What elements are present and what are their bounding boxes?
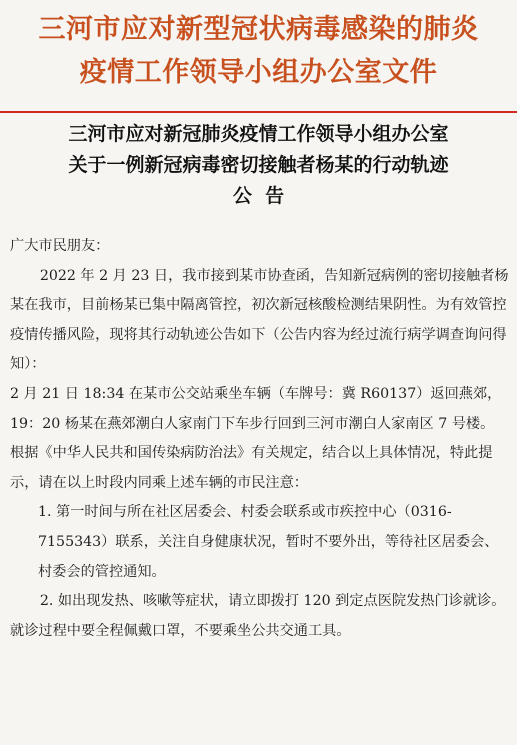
- notice-title: [0, 119, 517, 212]
- header-line-1: 三河市应对新型冠状病毒感染的肺炎: [38, 14, 479, 45]
- notice-item-2: 2. 如出现发热、咳嗽等症状，请立即拨打 120 到定点医院发热门诊就诊。就诊过程中要全程佩戴口罩，不要乘坐公共交通工具。: [10, 593, 506, 639]
- paragraph-3: 根据《中华人民共和国传染病防治法》有关规定，结合以上具体情况，特此提示，请在以上时段内同乘上述车辆的市民注意：: [10, 445, 493, 491]
- header-divider: [0, 111, 517, 113]
- paragraph-1: 2022 年 2 月 23 日，我市接到某市协查函，告知新冠病例的密切接触者杨某在我市，目前杨某已集中隔离管控，初次新冠核酸检测结果阴性。为有效管控疫情传播风险，现将其行动轨迹公告如下（公告内容为经过流行病学调查询问得知）：: [10, 267, 509, 373]
- notice-body: [10, 232, 510, 646]
- title-line-2: 关于一例新冠病毒密切接触者杨某的行动轨迹: [68, 154, 449, 176]
- title-line-1: 三河市应对新冠肺炎疫情工作领导小组办公室: [68, 123, 449, 145]
- document-header: [0, 8, 517, 94]
- title-line-3: 公 告: [232, 185, 285, 207]
- notice-item-1: 1. 第一时间与所在社区居委会、村委会联系或市疾控中心（0316-7155343）联系，关注自身健康状况，暂时不要外出，等待社区居委会、村委会的管控通知。: [38, 504, 499, 580]
- header-line-2: 疫情工作领导小组办公室文件: [79, 57, 438, 88]
- paragraph-2: 2 月 21 日 18:34 在某市公交站乘坐车辆（车牌号：冀 R60137）返回燕郊，19：20 杨某在燕郊潮白人家南门下车步行回到三河市潮白人家南区 7 号楼。: [10, 385, 502, 432]
- salutation: 广大市民朋友：: [10, 238, 110, 254]
